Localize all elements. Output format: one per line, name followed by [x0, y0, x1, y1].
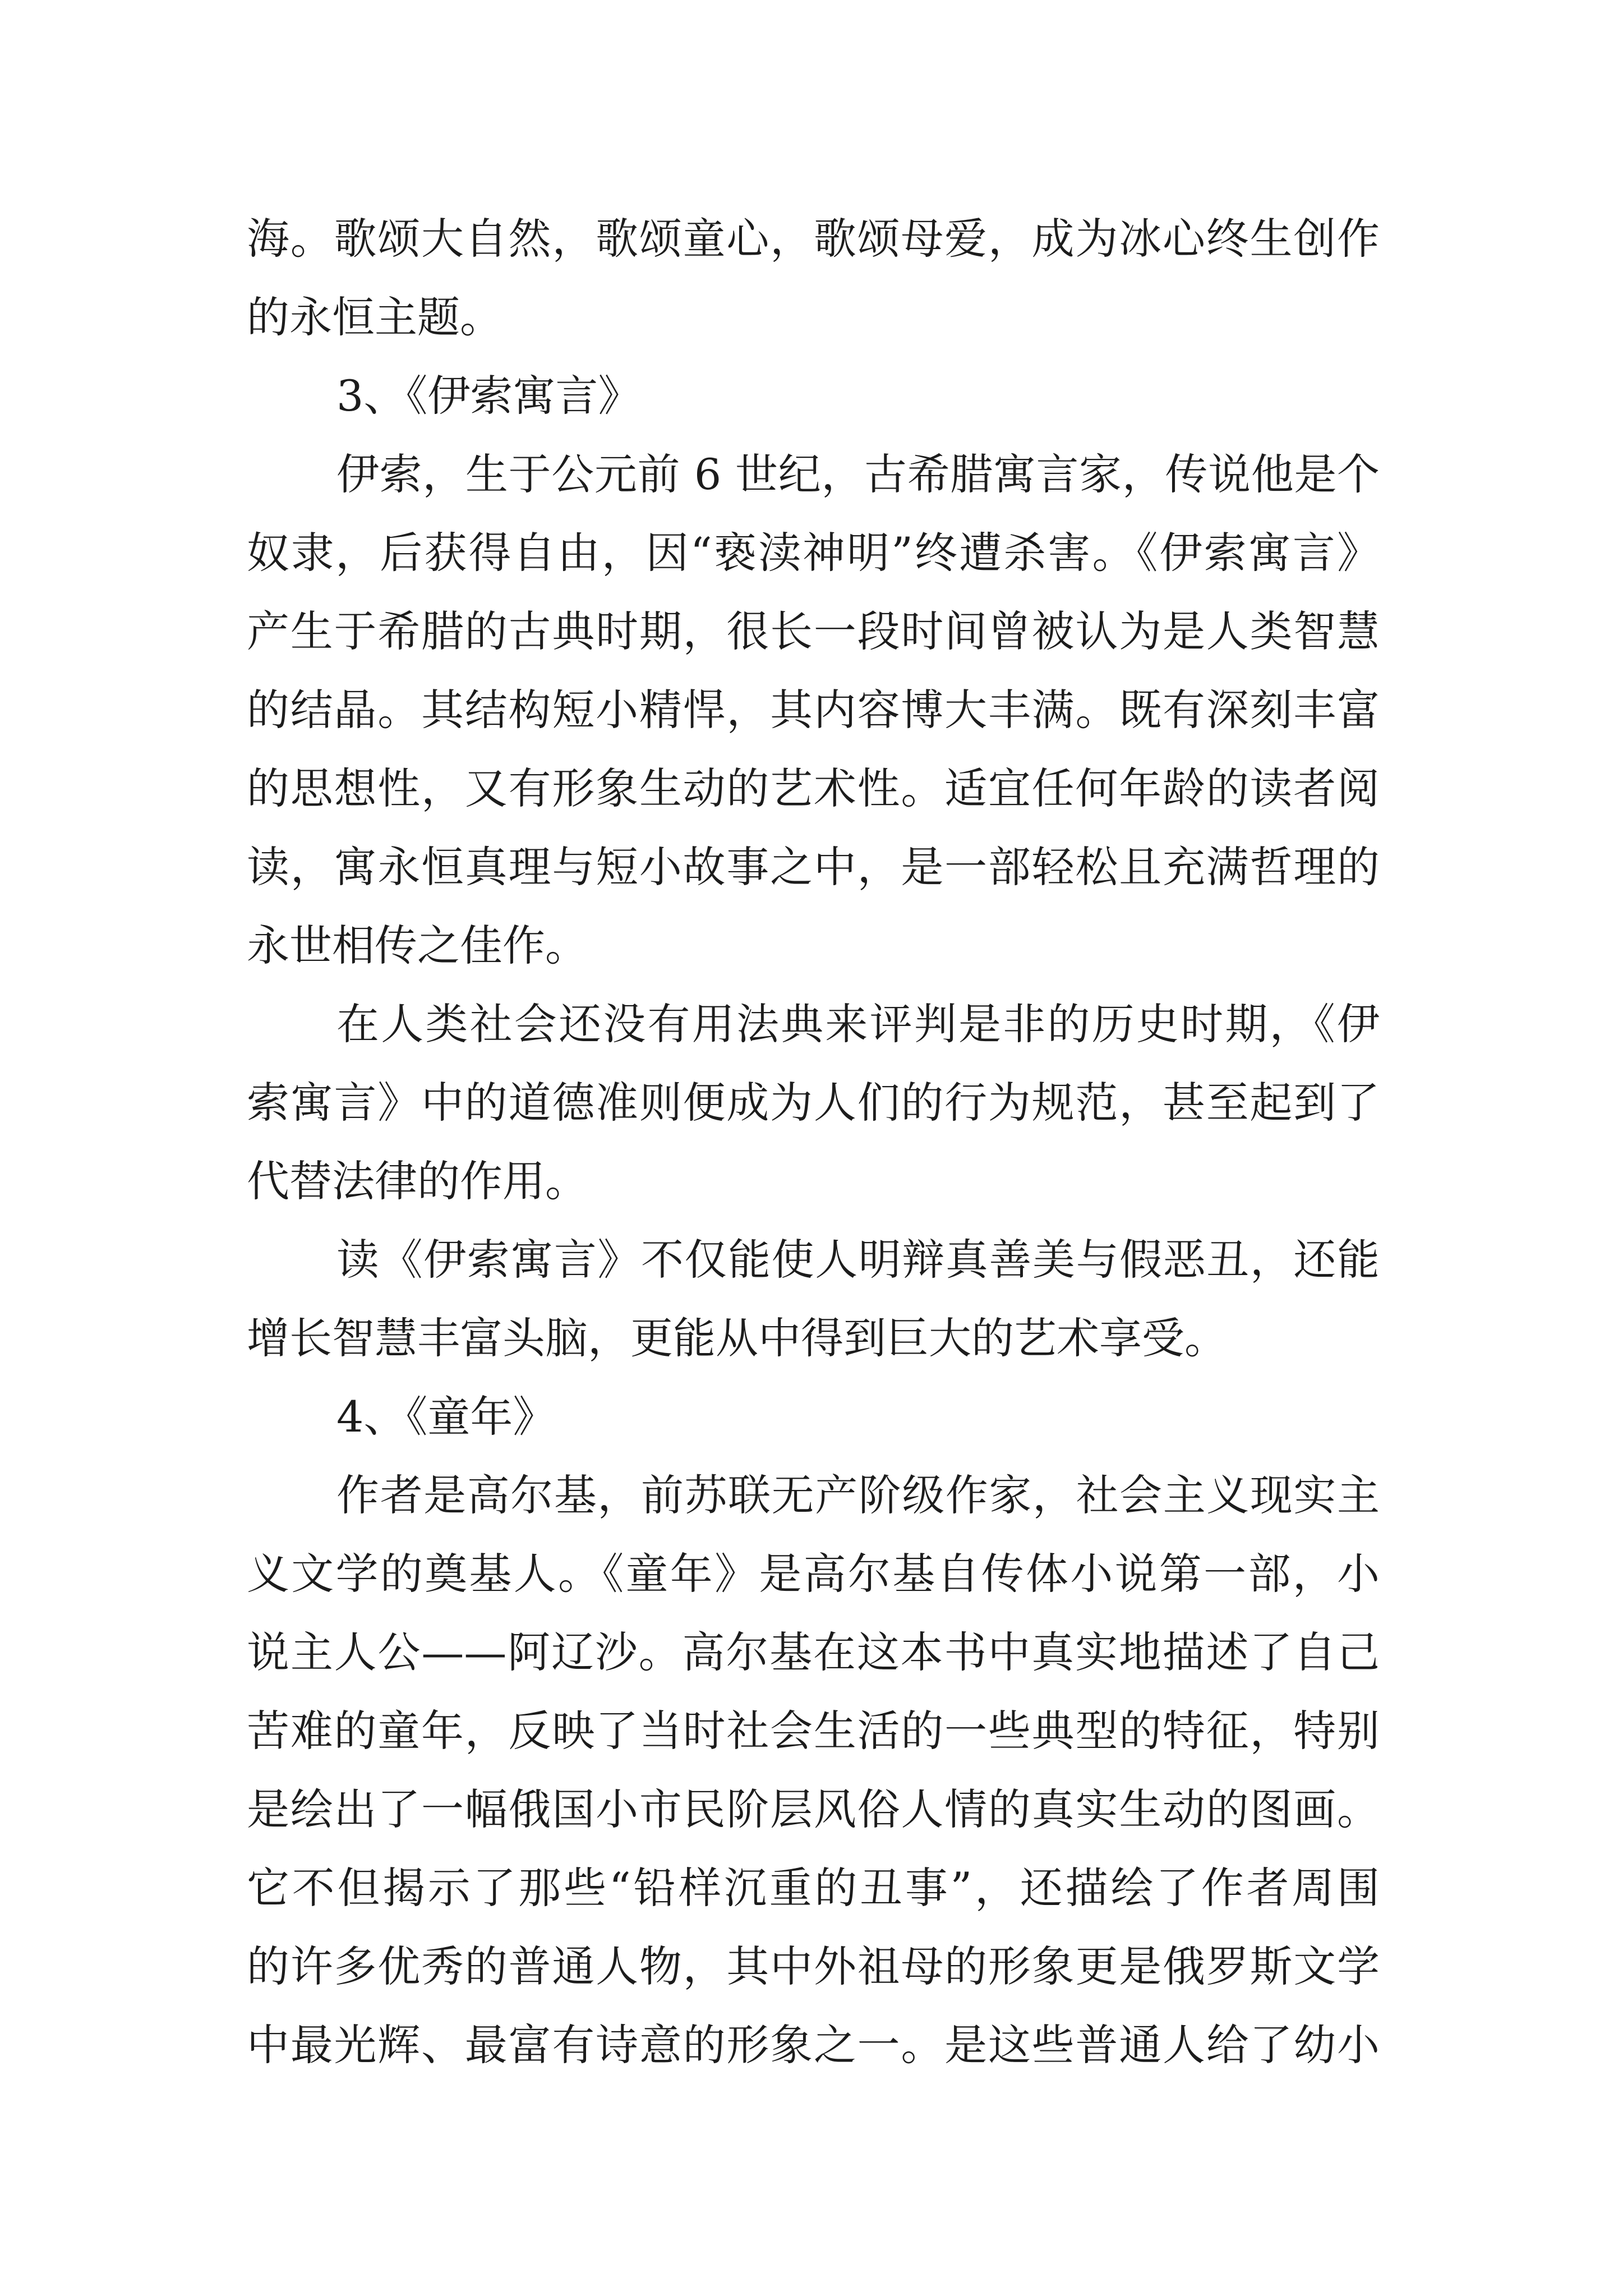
text-line: 是绘出了一幅俄国小市民阶层风俗人情的真实生动的图画。 — [247, 1784, 1380, 1834]
text-line: 的永恒主题。 — [247, 292, 502, 342]
text-line: 伊索，生于公元前 6 世纪，古希腊寓言家，传说他是个 — [336, 449, 1380, 499]
text-line: 在人类社会还没有用法典来评判是非的历史时期，《伊 — [336, 999, 1380, 1049]
text-line: 奴隶，后获得自由，因“亵渎神明”终遭杀害。《伊索寓言》 — [247, 528, 1380, 578]
text-line: 索寓言》中的道德准则便成为人们的行为规范，甚至起到了 — [247, 1078, 1380, 1128]
text-line: 的结晶。其结构短小精悍，其内容博大丰满。既有深刻丰富 — [247, 685, 1380, 735]
section-heading: 3、《伊索寓言》 — [336, 371, 641, 421]
text-line: 作者是高尔基，前苏联无产阶级作家，社会主义现实主 — [336, 1470, 1380, 1520]
text-line: 它不但揭示了那些“铅样沉重的丑事”，还描绘了作者周围 — [247, 1863, 1380, 1913]
text-line: 读，寓永恒真理与短小故事之中，是一部轻松且充满哲理的 — [247, 842, 1380, 892]
text-line: 苦难的童年，反映了当时社会生活的一些典型的特征，特别 — [247, 1706, 1380, 1756]
text-line: 增长智慧丰富头脑，更能从中得到巨大的艺术享受。 — [247, 1313, 1227, 1363]
text-line: 永世相传之佳作。 — [247, 921, 588, 970]
text-line: 产生于希腊的古典时期，很长一段时间曾被认为是人类智慧 — [247, 606, 1380, 656]
text-line: 海。歌颂大自然，歌颂童心，歌颂母爱，成为冰心终生创作 — [247, 214, 1380, 264]
text-line: 说主人公——阿辽沙。高尔基在这本书中真实地描述了自己 — [247, 1627, 1380, 1677]
text-line: 的许多优秀的普通人物，其中外祖母的形象更是俄罗斯文学 — [247, 1941, 1380, 1991]
text-line: 中最光辉、最富有诗意的形象之一。是这些普通人给了幼小 — [247, 2020, 1380, 2070]
text-line: 义文学的奠基人。《童年》是高尔基自传体小说第一部，小 — [247, 1549, 1380, 1599]
text-line: 的思想性，又有形象生动的艺术性。适宜任何年龄的读者阅 — [247, 763, 1380, 813]
text-line: 读《伊索寓言》不仅能使人明辩真善美与假恶丑，还能 — [336, 1235, 1380, 1285]
section-heading: 4、《童年》 — [336, 1392, 556, 1442]
text-line: 代替法律的作用。 — [247, 1156, 588, 1206]
